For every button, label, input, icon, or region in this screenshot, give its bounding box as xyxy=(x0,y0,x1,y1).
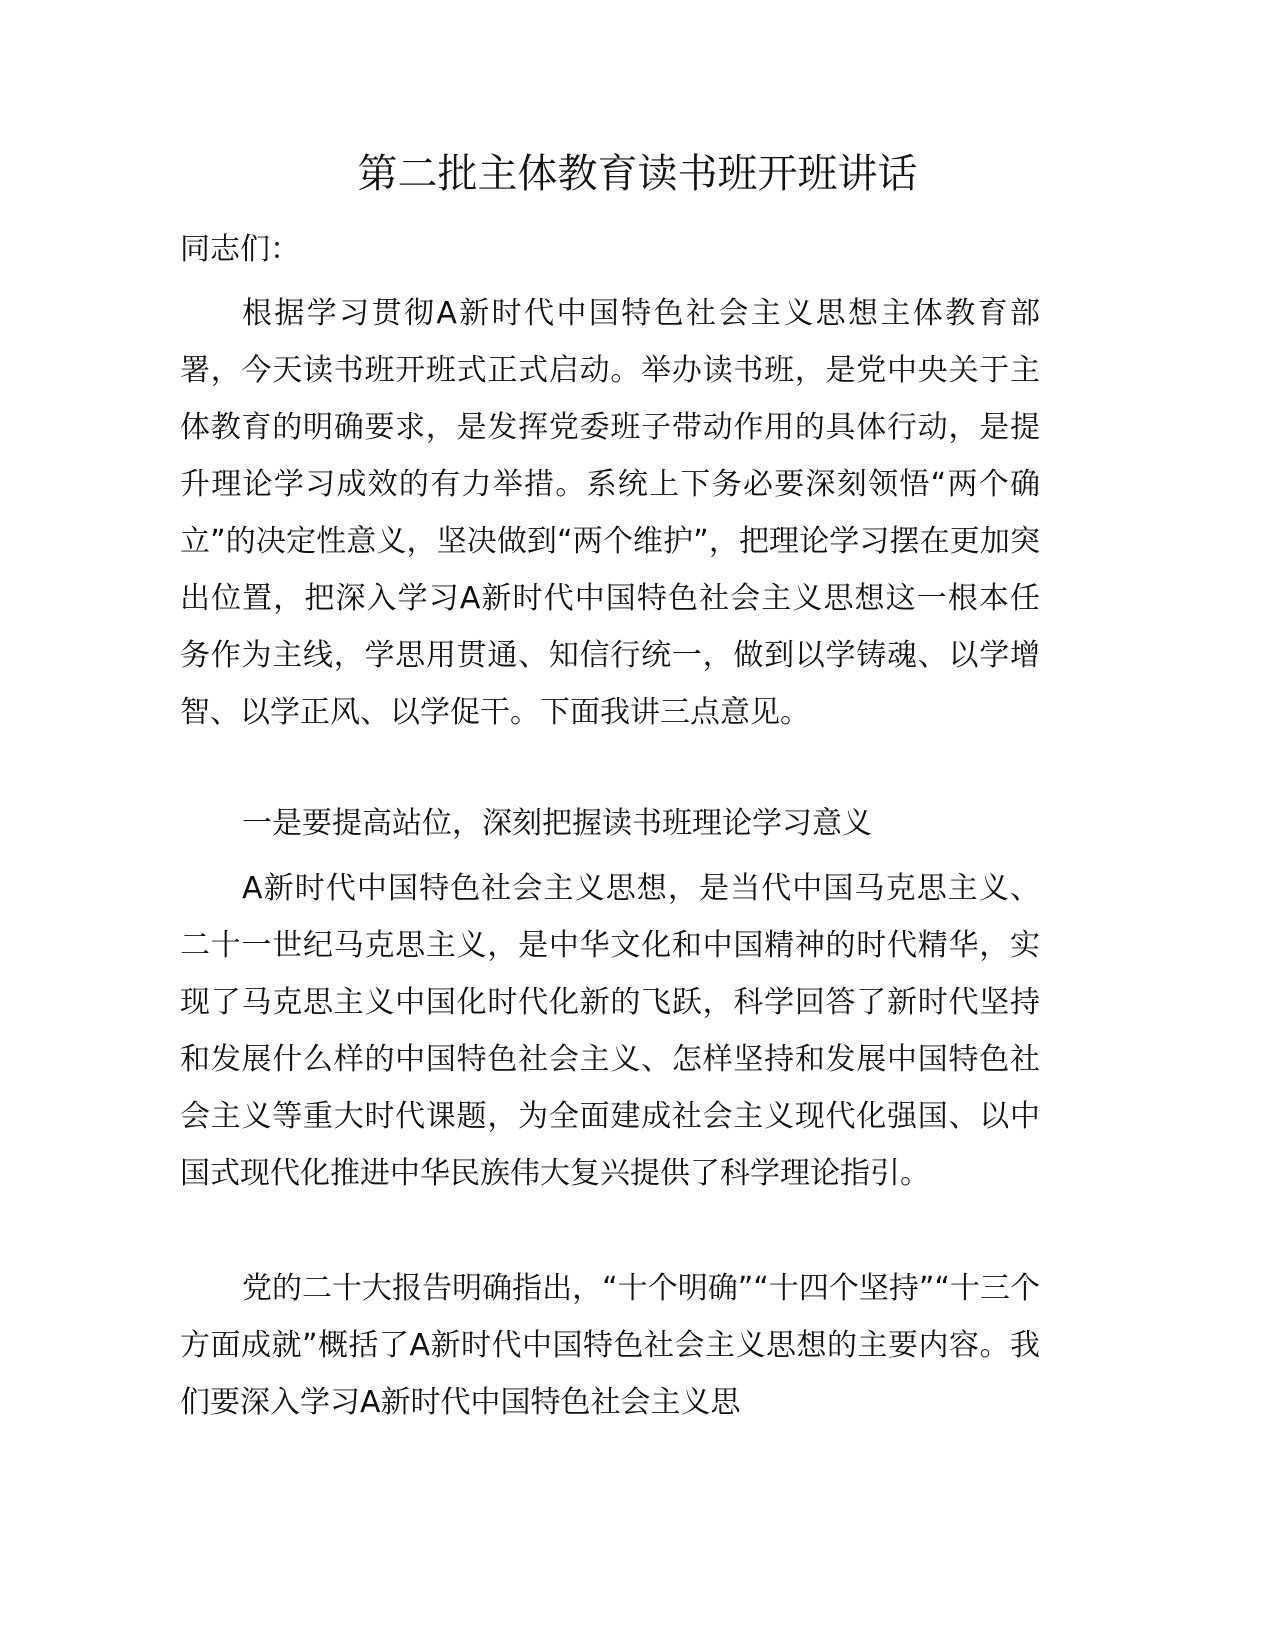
paragraph-section-1: A新时代中国特色社会主义思想，是当代中国马克思主义、二十一世纪马克思主义，是中华文化和中国精神的时代精华，实现了马克思主义中国化时代化新的飞跃，科学回答了新时代坚持和发展什么样的中国特色社会主义、怎样坚持和发展中国特色社会主义等重大时代课题，为全面建成社会主义现代化强国、以中国式现代化推进中华民族伟大复兴提供了科学理论指引。 xyxy=(180,871,1040,1191)
paragraph-section-1-continued: 党的二十大报告明确指出，“十个明确”“十四个坚持”“十三个方面成就”概括了A新时代中国特色社会主义思想的主要内容。我们要深入学习A新时代中国特色社会主义思 xyxy=(180,1271,1040,1420)
document-title: 第二批主体教育读书班开班讲话 xyxy=(357,151,918,197)
paragraph-intro: 根据学习贯彻A新时代中国特色社会主义思想主体教育部署，今天读书班开班式正式启动。举办读书班，是党中央关于主体教育的明确要求，是发挥党委班子带动作用的具体行动，是提升理论学习成效的有力举措。系统上下务必要深刻领悟“两个确立”的决定性意义，坚决做到“两个维护”，把理论学习摆在更加突出位置，把深入学习A新时代中国特色社会主义思想这一根本任务作为主线，学思用贯通、知信行统一，做到以学铸魂、以学增智、以学正风、以学促干。下面我讲三点意见。 xyxy=(180,296,1040,730)
salutation: 同志们： xyxy=(180,232,300,267)
section-heading-1: 一是要提高站位，深刻把握读书班理论学习意义 xyxy=(242,806,872,841)
